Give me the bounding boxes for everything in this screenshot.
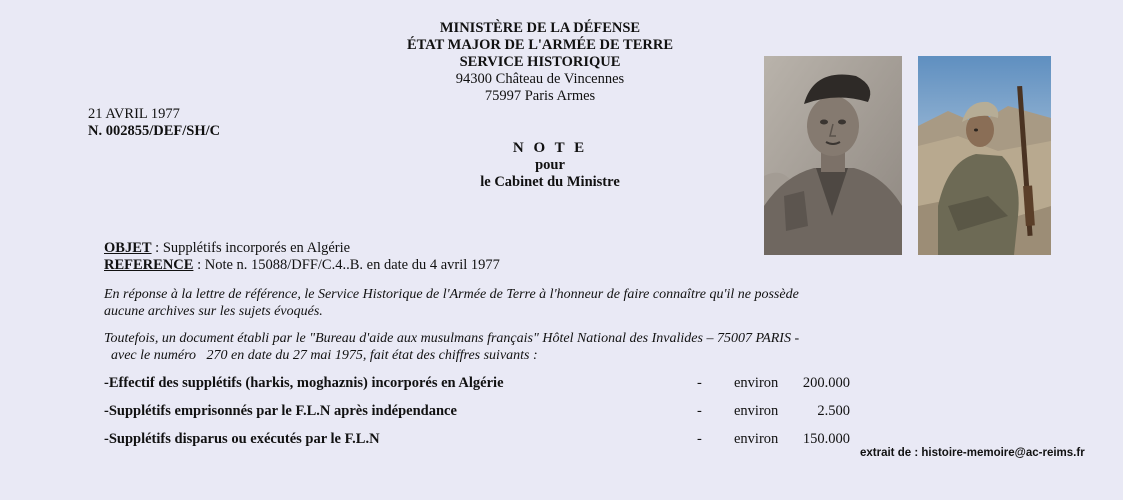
figure-approx: environ: [734, 403, 779, 419]
reference-label: REFERENCE: [104, 257, 194, 273]
soldier-rifle-photo-icon: [918, 56, 1051, 255]
note-title: N O T E: [512, 140, 588, 156]
document-date: 21 AVRIL 1977: [88, 106, 180, 122]
objet-line: [104, 240, 500, 257]
source-credit: extrait de : histoire-memoire@ac-reims.fr: [860, 447, 1085, 459]
figure-row: [104, 403, 864, 420]
paragraph-document: [104, 330, 864, 364]
figure-approx: environ: [734, 431, 779, 447]
figure-label: -Supplétifs disparus ou exécutés par le F.L.N: [104, 431, 380, 447]
reference-line: [104, 257, 500, 274]
figure-row: [104, 375, 864, 392]
paragraph1-line1: En réponse à la lettre de référence, le Service Historique de l'Armée de Terre à l'honneur de faire connaître qu'il ne possède: [104, 287, 799, 302]
document-number: N. 002855/DEF/SH/C: [88, 123, 221, 139]
note-recipient: le Cabinet du Ministre: [480, 174, 620, 190]
objet-label: OBJET: [104, 240, 152, 256]
figure-dash: -: [697, 403, 702, 419]
figure-row: [104, 431, 864, 448]
figure-value: 2.500: [817, 403, 850, 419]
photo-soldier-with-rifle-mountain: [918, 56, 1051, 255]
ministry-name: MINISTÈRE DE LA DÉFENSE: [439, 20, 641, 36]
figure-label: -Effectif des supplétifs (harkis, moghaznis) incorporés en Algérie: [104, 375, 504, 391]
paragraph2-line2: avec le numéro 270 en date du 27 mai 1975, fait état des chiffres suivants :: [104, 348, 538, 363]
paragraph2-line1: Toutefois, un document établi par le "Bureau d'aide aux musulmans français" Hôtel National des Invalides – 75007 PARIS -: [104, 331, 800, 346]
figure-value: 150.000: [802, 431, 850, 447]
figure-dash: -: [697, 431, 702, 447]
portrait-photo-soldier-beret: [764, 56, 902, 255]
portrait-photo-icon: [764, 56, 902, 255]
figure-dash: -: [697, 375, 702, 391]
address-line-2: 75997 Paris Armes: [484, 88, 596, 104]
note-pour: pour: [535, 157, 565, 173]
figure-approx: environ: [734, 375, 779, 391]
paragraph-response: [104, 286, 864, 320]
note-heading: [430, 140, 670, 191]
figure-label: -Supplétifs emprisonnés par le F.L.N après indépendance: [104, 403, 457, 419]
subject-block: [104, 240, 500, 274]
paragraph1-line2: aucune archives sur les sujets évoqués.: [104, 304, 323, 319]
objet-text: : Supplétifs incorporés en Algérie: [151, 240, 351, 256]
date-block: [88, 106, 220, 140]
address-line-1: 94300 Château de Vincennes: [455, 71, 625, 87]
reference-text: : Note n. 15088/DFF/C.4..B. en date du 4 avril 1977: [193, 257, 500, 273]
staff-name: ÉTAT MAJOR DE L'ARMÉE DE TERRE: [406, 37, 673, 53]
figure-value: 200.000: [802, 375, 850, 391]
letterhead: [330, 20, 750, 105]
service-name: SERVICE HISTORIQUE: [459, 54, 621, 70]
